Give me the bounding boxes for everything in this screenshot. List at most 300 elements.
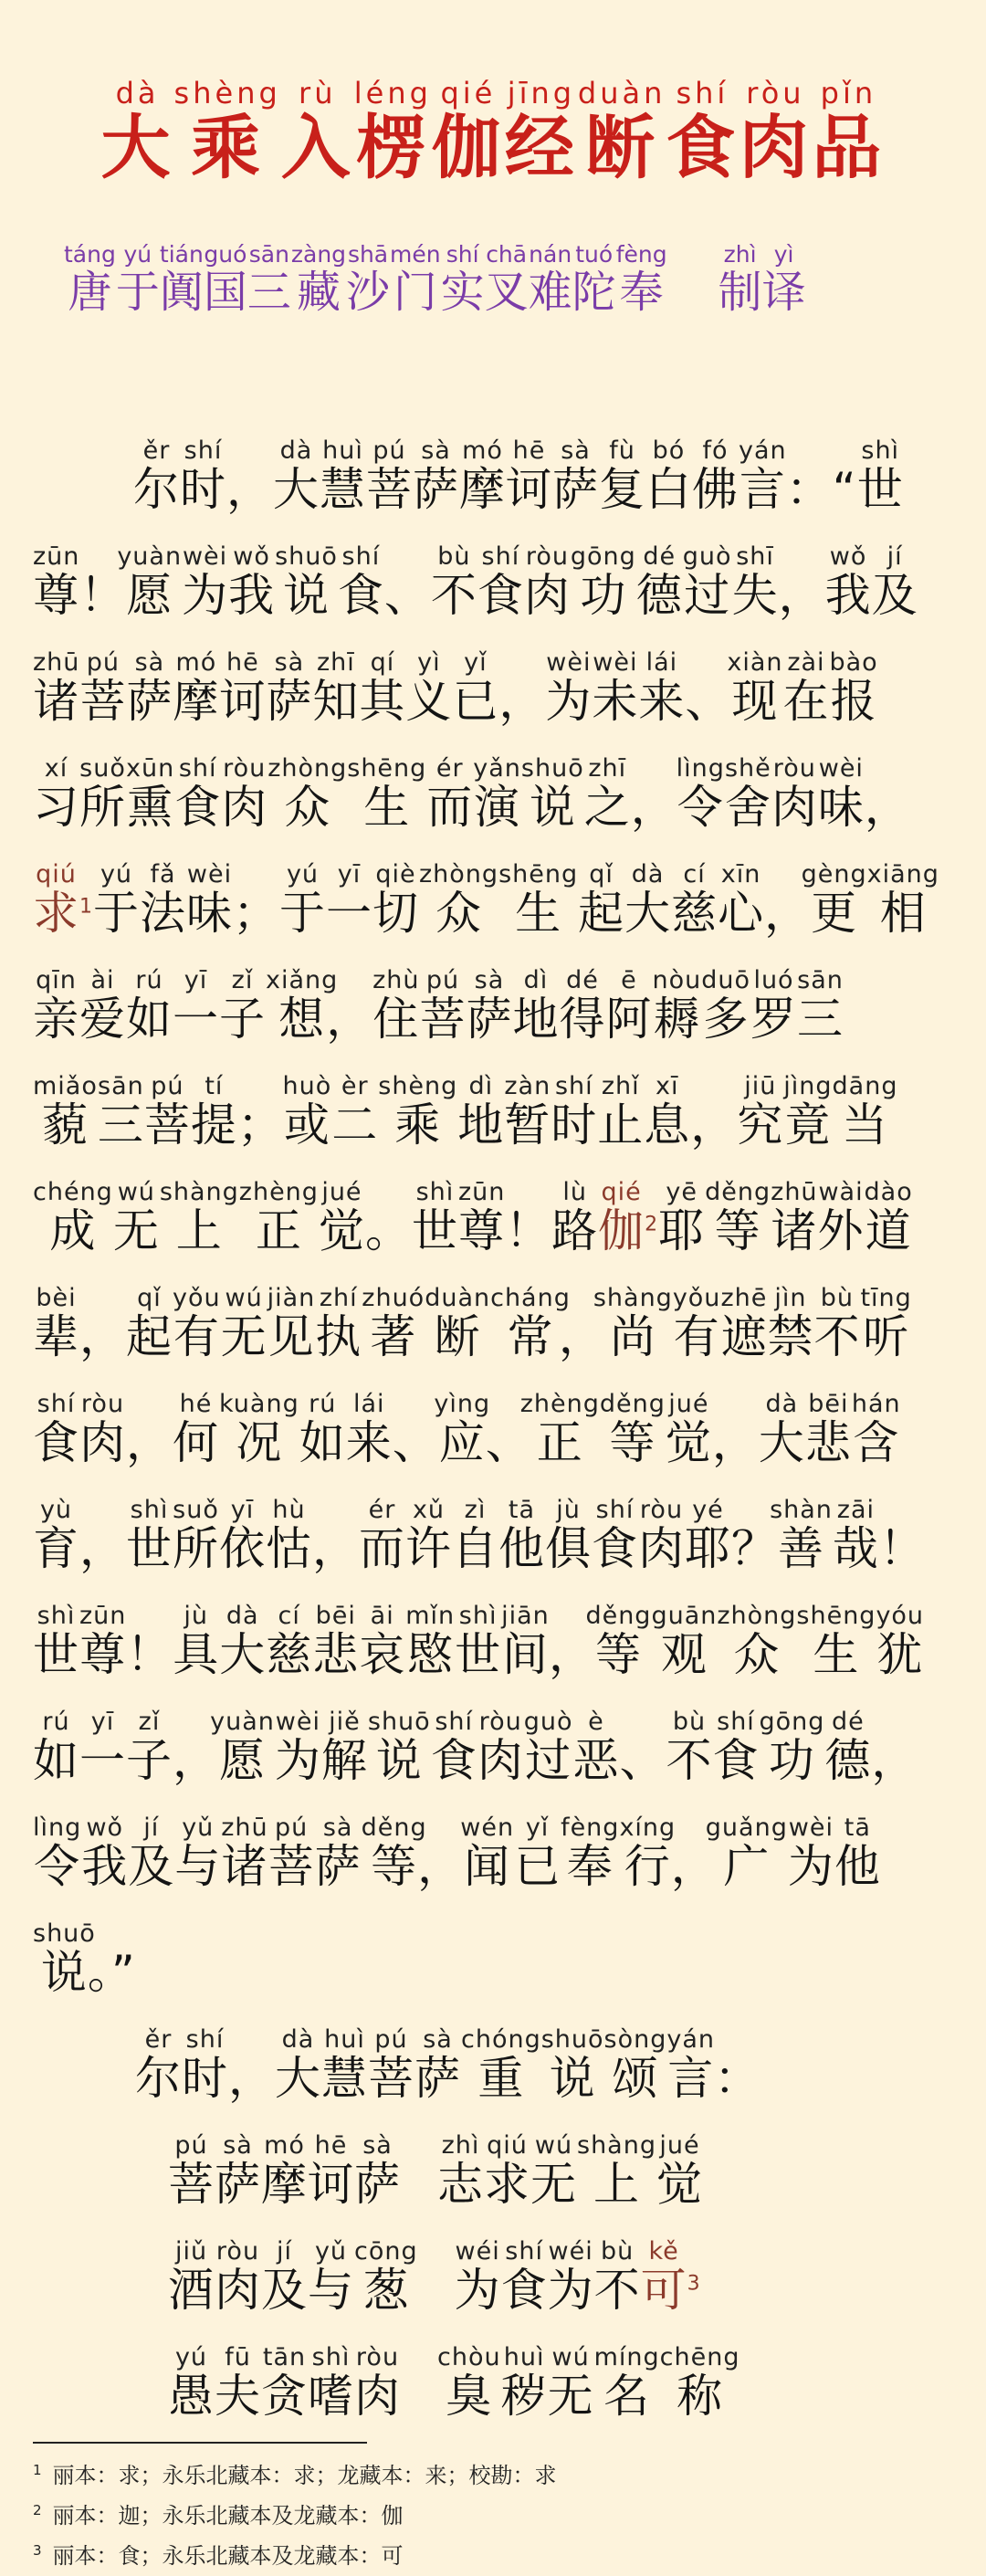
pinyin: jù — [173, 1602, 220, 1630]
pinyin: gèng — [801, 860, 867, 888]
pinyin: yì — [761, 241, 806, 268]
pinyin: dāng — [832, 1072, 898, 1100]
pinyin: hán — [851, 1390, 901, 1418]
hanzi-with-pinyin: 诃hē — [219, 648, 267, 728]
pinyin: hē — [506, 436, 552, 465]
hanzi-with-pinyin: 我wǒ — [81, 1814, 129, 1893]
pinyin: zhē — [720, 1284, 768, 1312]
pinyin: zāi — [832, 1496, 879, 1524]
pinyin: sà — [266, 648, 313, 677]
pinyin: pú — [419, 966, 467, 994]
pinyin: jīng — [504, 76, 578, 110]
hanzi-with-pinyin: 菩pú — [267, 1814, 315, 1893]
hanzi-with-pinyin: 提tí — [190, 1072, 237, 1151]
pinyin: ròu — [771, 754, 818, 783]
text-line — [33, 1496, 955, 1602]
hanzi-with-pinyin: 应yìng — [434, 1390, 491, 1469]
hanzi-with-pinyin: 德dé — [635, 542, 683, 622]
hanzi-with-pinyin: 颂sòng — [603, 2025, 667, 2105]
pinyin: yú — [279, 860, 326, 888]
pinyin: zhì — [437, 2131, 484, 2160]
hanzi-with-pinyin: 息xī — [644, 1072, 691, 1151]
hanzi-with-pinyin: 诃hē — [308, 2131, 354, 2211]
pinyin: bèi — [33, 1284, 79, 1312]
pinyin: zǐ — [126, 1708, 173, 1736]
pinyin: zhí — [315, 1284, 362, 1312]
text-line — [33, 1602, 955, 1708]
hanzi-with-pinyin: 叉chā — [484, 241, 529, 318]
hanzi-with-pinyin: 及jí — [128, 1814, 175, 1893]
pinyin: pǐn — [812, 76, 886, 110]
hanzi-with-pinyin: 慧huì — [321, 2025, 368, 2105]
hanzi-with-pinyin: 熏xūn — [126, 754, 175, 834]
pinyin: dà — [275, 2025, 321, 2054]
hanzi-with-pinyin: 肉ròu — [215, 2237, 261, 2317]
hanzi-with-pinyin: 萨sà — [413, 436, 459, 516]
hanzi-with-pinyin: 摩mó — [459, 436, 506, 516]
pinyin: tí — [190, 1072, 237, 1100]
punctuation: ：“ — [785, 463, 857, 516]
hanzi-with-pinyin: 道dào — [864, 1178, 913, 1257]
hanzi-with-pinyin: 慈cí — [671, 860, 719, 940]
pinyin: shàng — [593, 1284, 673, 1312]
hanzi-with-pinyin: 葱cōng — [354, 2237, 418, 2317]
text-line — [33, 1919, 955, 2025]
pinyin: wèi — [817, 754, 865, 783]
pinyin: wǒ — [81, 1814, 129, 1842]
pinyin: yóu — [876, 1602, 925, 1630]
footnote-marker[interactable]: 2 — [645, 1213, 659, 1236]
hanzi-with-pinyin: 贪tān — [261, 2343, 308, 2423]
hanzi-with-pinyin: 众zhòng — [267, 754, 348, 834]
hanzi-with-pinyin: 觉jué — [656, 2131, 703, 2211]
hanzi-with-pinyin: 已yǐ — [452, 648, 499, 728]
hanzi-with-pinyin: 不bù — [813, 1284, 861, 1363]
pinyin: bēi — [804, 1390, 852, 1418]
pinyin: duàn — [577, 76, 666, 110]
pinyin: wèi — [592, 648, 639, 677]
hanzi-with-pinyin: 食shí — [712, 1708, 760, 1787]
hanzi-with-pinyin: 禁jìn — [767, 1284, 814, 1363]
hanzi-with-pinyin: 许xǔ — [405, 1496, 452, 1575]
hanzi-with-pinyin: 其qí — [359, 648, 406, 728]
pinyin: shì — [126, 1496, 173, 1524]
hanzi-with-pinyin: 如rú — [33, 1708, 79, 1787]
pinyin: shēng — [347, 754, 427, 783]
pinyin: zhì — [718, 241, 762, 268]
punctuation: ！ — [505, 1204, 552, 1257]
pinyin: zàn — [504, 1072, 551, 1100]
pinyin: zhòng — [419, 860, 499, 888]
pinyin: shì — [308, 2343, 354, 2371]
hanzi-with-pinyin: 奉fèng — [561, 1814, 620, 1893]
pinyin: yuàn — [117, 542, 183, 571]
hanzi-with-pinyin: 路lù — [551, 1178, 599, 1257]
pinyin: shí — [174, 754, 222, 783]
pinyin: guò — [523, 1708, 573, 1736]
pinyin: shí — [440, 241, 485, 268]
pinyin: pú — [168, 2131, 215, 2160]
hanzi-with-pinyin: 或huò — [282, 1072, 332, 1151]
pinyin: ěr — [133, 436, 180, 465]
punctuation: ， — [670, 1840, 718, 1893]
hanzi-with-pinyin: 功gōng — [570, 542, 636, 622]
pinyin: shì — [411, 1178, 458, 1206]
hanzi-with-pinyin: 佛fó — [692, 436, 739, 516]
punctuation: 、 — [383, 569, 431, 622]
pinyin: xī — [644, 1072, 691, 1100]
pinyin: shuō — [275, 542, 338, 571]
hanzi-with-pinyin: 乘shèng — [173, 76, 281, 188]
hanzi-with-pinyin: 肉ròu — [638, 1496, 685, 1575]
pinyin: dì — [512, 966, 560, 994]
hanzi-with-pinyin: 菩pú — [143, 1072, 191, 1151]
pinyin: chéng — [33, 1178, 113, 1206]
hanzi-with-pinyin: 如rú — [299, 1390, 346, 1469]
hanzi-with-pinyin: 入rù — [280, 76, 354, 188]
punctuation: ： — [714, 2052, 761, 2105]
pinyin: shě — [724, 754, 771, 783]
pinyin: xūn — [126, 754, 175, 783]
pinyin: dà — [219, 1602, 267, 1630]
punctuation: ， — [79, 1522, 126, 1575]
punctuation: ， — [326, 993, 373, 1046]
pinyin: ér — [426, 754, 474, 783]
pinyin: guān — [651, 1602, 718, 1630]
hanzi-with-pinyin: 愍mǐn — [405, 1602, 456, 1681]
pinyin: ròu — [79, 1390, 126, 1418]
hanzi-with-pinyin: 演yǎn — [473, 754, 521, 834]
pinyin: sān — [797, 966, 844, 994]
pinyin: bù — [666, 1708, 713, 1736]
pinyin: wài — [817, 1178, 865, 1206]
text-line — [33, 1708, 955, 1814]
pinyin: nán — [528, 241, 572, 268]
hanzi-with-pinyin: 为wéi — [547, 2237, 594, 2317]
pinyin: wèi — [186, 860, 233, 888]
hanzi-with-pinyin: 哀āi — [359, 1602, 406, 1681]
pinyin: jù — [545, 1496, 592, 1524]
hanzi-with-pinyin: 不bù — [666, 1708, 713, 1787]
hanzi-with-pinyin: 秽huì — [500, 2343, 548, 2423]
pinyin: yǒu — [672, 1284, 721, 1312]
hanzi-with-pinyin: 尚shàng — [593, 1284, 673, 1363]
pinyin: huì — [500, 2343, 548, 2371]
pinyin: dé — [559, 966, 606, 994]
hanzi-with-pinyin: 生shēng — [347, 754, 427, 834]
hanzi-with-pinyin: 诸zhū — [221, 1814, 268, 1893]
pinyin: yú — [168, 2343, 215, 2371]
hanzi-with-pinyin: 可kě — [640, 2237, 687, 2317]
hanzi-with-pinyin: 正zhèng — [519, 1390, 600, 1469]
hanzi-with-pinyin: 食shí — [337, 542, 384, 622]
pinyin: bù — [430, 542, 477, 571]
footnote-number: 2 — [33, 2502, 42, 2518]
pinyin: shì — [33, 1602, 79, 1630]
pinyin: shí — [33, 1390, 79, 1418]
punctuation: 、 — [392, 1416, 439, 1469]
hanzi-with-pinyin: 肉ròu — [354, 2343, 401, 2423]
punctuation: ， — [79, 1310, 126, 1363]
hanzi-with-pinyin: 肉ròu — [221, 754, 268, 834]
pinyin: ē — [605, 966, 653, 994]
punctuation: ！ — [878, 1522, 926, 1575]
hanzi-with-pinyin: 萨sà — [126, 648, 173, 728]
hanzi-with-pinyin: 食shí — [500, 2237, 548, 2317]
pinyin: ròu — [523, 542, 571, 571]
hanzi-with-pinyin: 制zhì — [718, 241, 762, 318]
pinyin: ròu — [354, 2343, 401, 2371]
hanzi-with-pinyin: 难nán — [528, 241, 572, 318]
pinyin: sà — [126, 648, 173, 677]
text-line — [33, 1284, 955, 1390]
punctuation: 、 — [685, 675, 732, 728]
hanzi-with-pinyin: 无wú — [220, 1284, 267, 1363]
pinyin: yú — [115, 241, 160, 268]
sutra-text — [33, 436, 955, 2449]
pinyin: wèi — [787, 1814, 834, 1842]
hanzi-with-pinyin: 来lái — [345, 1390, 393, 1469]
text-line — [33, 1390, 955, 1496]
pinyin: bù — [593, 2237, 641, 2266]
pinyin: zhū — [221, 1814, 268, 1842]
hanzi-with-pinyin: 起qǐ — [126, 1284, 173, 1363]
hanzi-with-pinyin: 况kuàng — [219, 1390, 299, 1469]
hanzi-with-pinyin: 世shì — [856, 436, 904, 516]
footnote-text: 丽本：求；永乐北藏本：求；龙藏本：来；校勘：求 — [52, 2463, 557, 2488]
text-line — [33, 2131, 955, 2237]
pinyin: fèng — [615, 241, 667, 268]
hanzi-with-pinyin: 诸zhū — [33, 648, 80, 728]
pinyin: dà — [100, 76, 174, 110]
pinyin: cōng — [354, 2237, 418, 2266]
punctuation: 、 — [619, 1734, 666, 1787]
hanzi-with-pinyin: 相xiāng — [866, 860, 939, 940]
hanzi-with-pinyin: 说shuō — [367, 1708, 431, 1787]
hanzi-with-pinyin: 上shàng — [577, 2131, 656, 2211]
pinyin: yǔ — [308, 2237, 354, 2266]
punctuation: ， — [417, 1840, 465, 1893]
hanzi-with-pinyin: 尔ěr — [135, 2025, 182, 2105]
hanzi-with-pinyin: 白bó — [645, 436, 692, 516]
hanzi-with-pinyin: 肉ròu — [739, 76, 813, 188]
hanzi-with-pinyin: 肉ròu — [523, 542, 571, 622]
hanzi-with-pinyin: 不bù — [593, 2237, 641, 2317]
text-line — [33, 2025, 955, 2131]
hanzi-with-pinyin: 奉fèng — [615, 241, 667, 318]
pinyin: guǎng — [705, 1814, 788, 1842]
hanzi-with-pinyin: 臭chòu — [437, 2343, 501, 2423]
hanzi-with-pinyin: 住zhù — [372, 966, 420, 1046]
hanzi-with-pinyin: 俱jù — [545, 1496, 592, 1575]
pinyin: gōng — [759, 1708, 825, 1736]
hanzi-with-pinyin: 悲bēi — [312, 1602, 360, 1681]
text-line — [33, 966, 955, 1072]
pinyin: xīn — [718, 860, 765, 888]
pinyin: shí — [666, 76, 740, 110]
hanzi-with-pinyin: 闻wén — [460, 1814, 515, 1893]
hanzi-with-pinyin: 食shí — [174, 754, 222, 834]
pinyin: lìng — [676, 754, 725, 783]
pinyin: zūn — [457, 1178, 506, 1206]
hanzi-with-pinyin: 菩pú — [368, 2025, 414, 2105]
pinyin: wéi — [547, 2237, 594, 2266]
pinyin: yé — [685, 1496, 731, 1524]
text-line — [33, 648, 955, 754]
pinyin: zhèng — [238, 1178, 319, 1206]
hanzi-with-pinyin: 尊zūn — [79, 1602, 127, 1681]
hanzi-with-pinyin: 常cháng — [490, 1284, 571, 1363]
hanzi-with-pinyin: 如rú — [126, 966, 173, 1046]
pinyin: yǐ — [452, 648, 499, 677]
hanzi-with-pinyin: 自zì — [452, 1496, 498, 1575]
punctuation: ， — [228, 2052, 275, 2105]
hanzi-with-pinyin: 成chéng — [33, 1178, 113, 1257]
hanzi-with-pinyin: 时shí — [182, 2025, 228, 2105]
hanzi-with-pinyin: 而ér — [426, 754, 474, 834]
pinyin: mǐn — [405, 1602, 456, 1630]
pinyin: ròu — [221, 754, 268, 783]
pinyin: jué — [318, 1178, 365, 1206]
punctuation: ， — [778, 569, 825, 622]
footnote-marker[interactable]: 1 — [79, 895, 93, 919]
pinyin: pú — [366, 436, 413, 465]
pinyin: wèi — [545, 648, 593, 677]
hanzi-with-pinyin: 志zhì — [437, 2131, 484, 2211]
hanzi-with-pinyin: 执zhí — [315, 1284, 362, 1363]
hanzi-with-pinyin: 说shuō — [275, 542, 338, 622]
text-line — [33, 542, 955, 648]
pinyin: cí — [671, 860, 719, 888]
pinyin: fǎ — [140, 860, 186, 888]
hanzi-with-pinyin: 诸zhū — [771, 1178, 818, 1257]
pinyin: shàn — [770, 1496, 833, 1524]
hanzi-with-pinyin: 萨sà — [215, 2131, 261, 2211]
hanzi-with-pinyin: 失shī — [731, 542, 779, 622]
pinyin: bào — [829, 648, 878, 677]
pinyin: mó — [261, 2131, 308, 2160]
text-line — [33, 2343, 955, 2449]
punctuation: ， — [173, 1734, 219, 1787]
pinyin: yì — [405, 648, 453, 677]
hanzi-with-pinyin: 所suǒ — [173, 1496, 219, 1575]
pinyin: fù — [599, 436, 645, 465]
hanzi-with-pinyin: 有yǒu — [173, 1284, 221, 1363]
pinyin: zhù — [372, 966, 420, 994]
pinyin: pú — [79, 648, 127, 677]
hanzi-with-pinyin: 经jīng — [504, 76, 578, 188]
text-line — [33, 436, 955, 542]
hanzi-with-pinyin: 究jiū — [737, 1072, 784, 1151]
hanzi-with-pinyin: 摩mó — [261, 2131, 308, 2211]
pinyin: zūn — [33, 542, 80, 571]
hanzi-with-pinyin: 世shì — [126, 1496, 173, 1575]
pinyin: zhī — [312, 648, 360, 677]
hanzi-with-pinyin: 慧huì — [320, 436, 366, 516]
hanzi-with-pinyin: 门mén — [390, 241, 441, 318]
hanzi-with-pinyin: 世shì — [33, 1602, 79, 1681]
hanzi-with-pinyin: 无wú — [530, 2131, 577, 2211]
hanzi-with-pinyin: 唐táng — [64, 241, 116, 318]
punctuation: 。 — [364, 1204, 412, 1257]
pinyin: bó — [645, 436, 692, 465]
pinyin: yú — [93, 860, 140, 888]
hanzi-with-pinyin: 等děng — [705, 1178, 771, 1257]
pinyin: děng — [599, 1390, 666, 1418]
pinyin: suǒ — [173, 1496, 219, 1524]
hanzi-with-pinyin: 暂zàn — [504, 1072, 551, 1151]
hanzi-with-pinyin: 时shí — [180, 436, 226, 516]
pinyin: suǒ — [79, 754, 126, 783]
pinyin: yǎn — [473, 754, 521, 783]
pinyin: sà — [414, 2025, 461, 2054]
pinyin: dé — [824, 1708, 872, 1736]
pinyin: dà — [624, 860, 672, 888]
hanzi-with-pinyin: 大dà — [624, 860, 672, 940]
pinyin: yī — [326, 860, 372, 888]
hanzi-with-pinyin: 及jí — [871, 542, 918, 622]
pinyin: zhī — [583, 754, 631, 783]
pinyin: sà — [314, 1814, 362, 1842]
pinyin: děng — [705, 1178, 771, 1206]
pinyin: jìng — [783, 1072, 833, 1100]
pinyin: xiǎng — [266, 966, 339, 994]
hanzi-with-pinyin: 得dé — [559, 966, 606, 1046]
pinyin: zūn — [79, 1602, 127, 1630]
pinyin: zhòng — [267, 754, 348, 783]
pinyin: tā — [834, 1814, 881, 1842]
pinyin: bù — [813, 1284, 861, 1312]
hanzi-with-pinyin: 与yǔ — [308, 2237, 354, 2317]
pinyin: fū — [215, 2343, 261, 2371]
hanzi-with-pinyin: 哉zāi — [832, 1496, 879, 1575]
text-line — [33, 860, 955, 966]
pinyin: yǔ — [174, 1814, 222, 1842]
pinyin: rú — [299, 1390, 346, 1418]
footnote-number: 1 — [33, 2462, 42, 2478]
pinyin: děng — [361, 1814, 427, 1842]
hanzi-with-pinyin: 夫fū — [215, 2343, 261, 2423]
hanzi-with-pinyin: 菩pú — [419, 966, 467, 1046]
hanzi-with-pinyin: 令lìng — [676, 754, 725, 834]
hanzi-with-pinyin: 大dà — [275, 2025, 321, 2105]
hanzi-with-pinyin: 为wèi — [274, 1708, 321, 1787]
pinyin: è — [572, 1708, 620, 1736]
pinyin: rú — [33, 1708, 79, 1736]
pinyin: sà — [552, 436, 599, 465]
footnote-marker[interactable]: 3 — [687, 2272, 701, 2296]
pinyin: wǒ — [824, 542, 872, 571]
hanzi-with-pinyin: 一yī — [326, 860, 372, 940]
pinyin: sà — [215, 2131, 261, 2160]
pinyin: kuàng — [219, 1390, 299, 1418]
pinyin: nòu — [652, 966, 702, 994]
hanzi-with-pinyin: 来lái — [638, 648, 686, 728]
pinyin: zàng — [290, 241, 347, 268]
hanzi-with-pinyin: 而ér — [359, 1496, 405, 1575]
hanzi-with-pinyin: 沙shā — [346, 241, 391, 318]
pinyin: jí — [261, 2237, 308, 2266]
hanzi-with-pinyin: 耶yé — [685, 1496, 731, 1575]
hanzi-with-pinyin: 地dì — [512, 966, 560, 1046]
pinyin: xí — [33, 754, 79, 783]
pinyin: sà — [466, 966, 513, 994]
hanzi-with-pinyin: 爱ài — [79, 966, 126, 1046]
hanzi-with-pinyin: 恶è — [572, 1708, 620, 1787]
hanzi-with-pinyin: 心xīn — [718, 860, 765, 940]
pinyin: rú — [126, 966, 173, 994]
hanzi-with-pinyin: 食shí — [430, 1708, 477, 1787]
